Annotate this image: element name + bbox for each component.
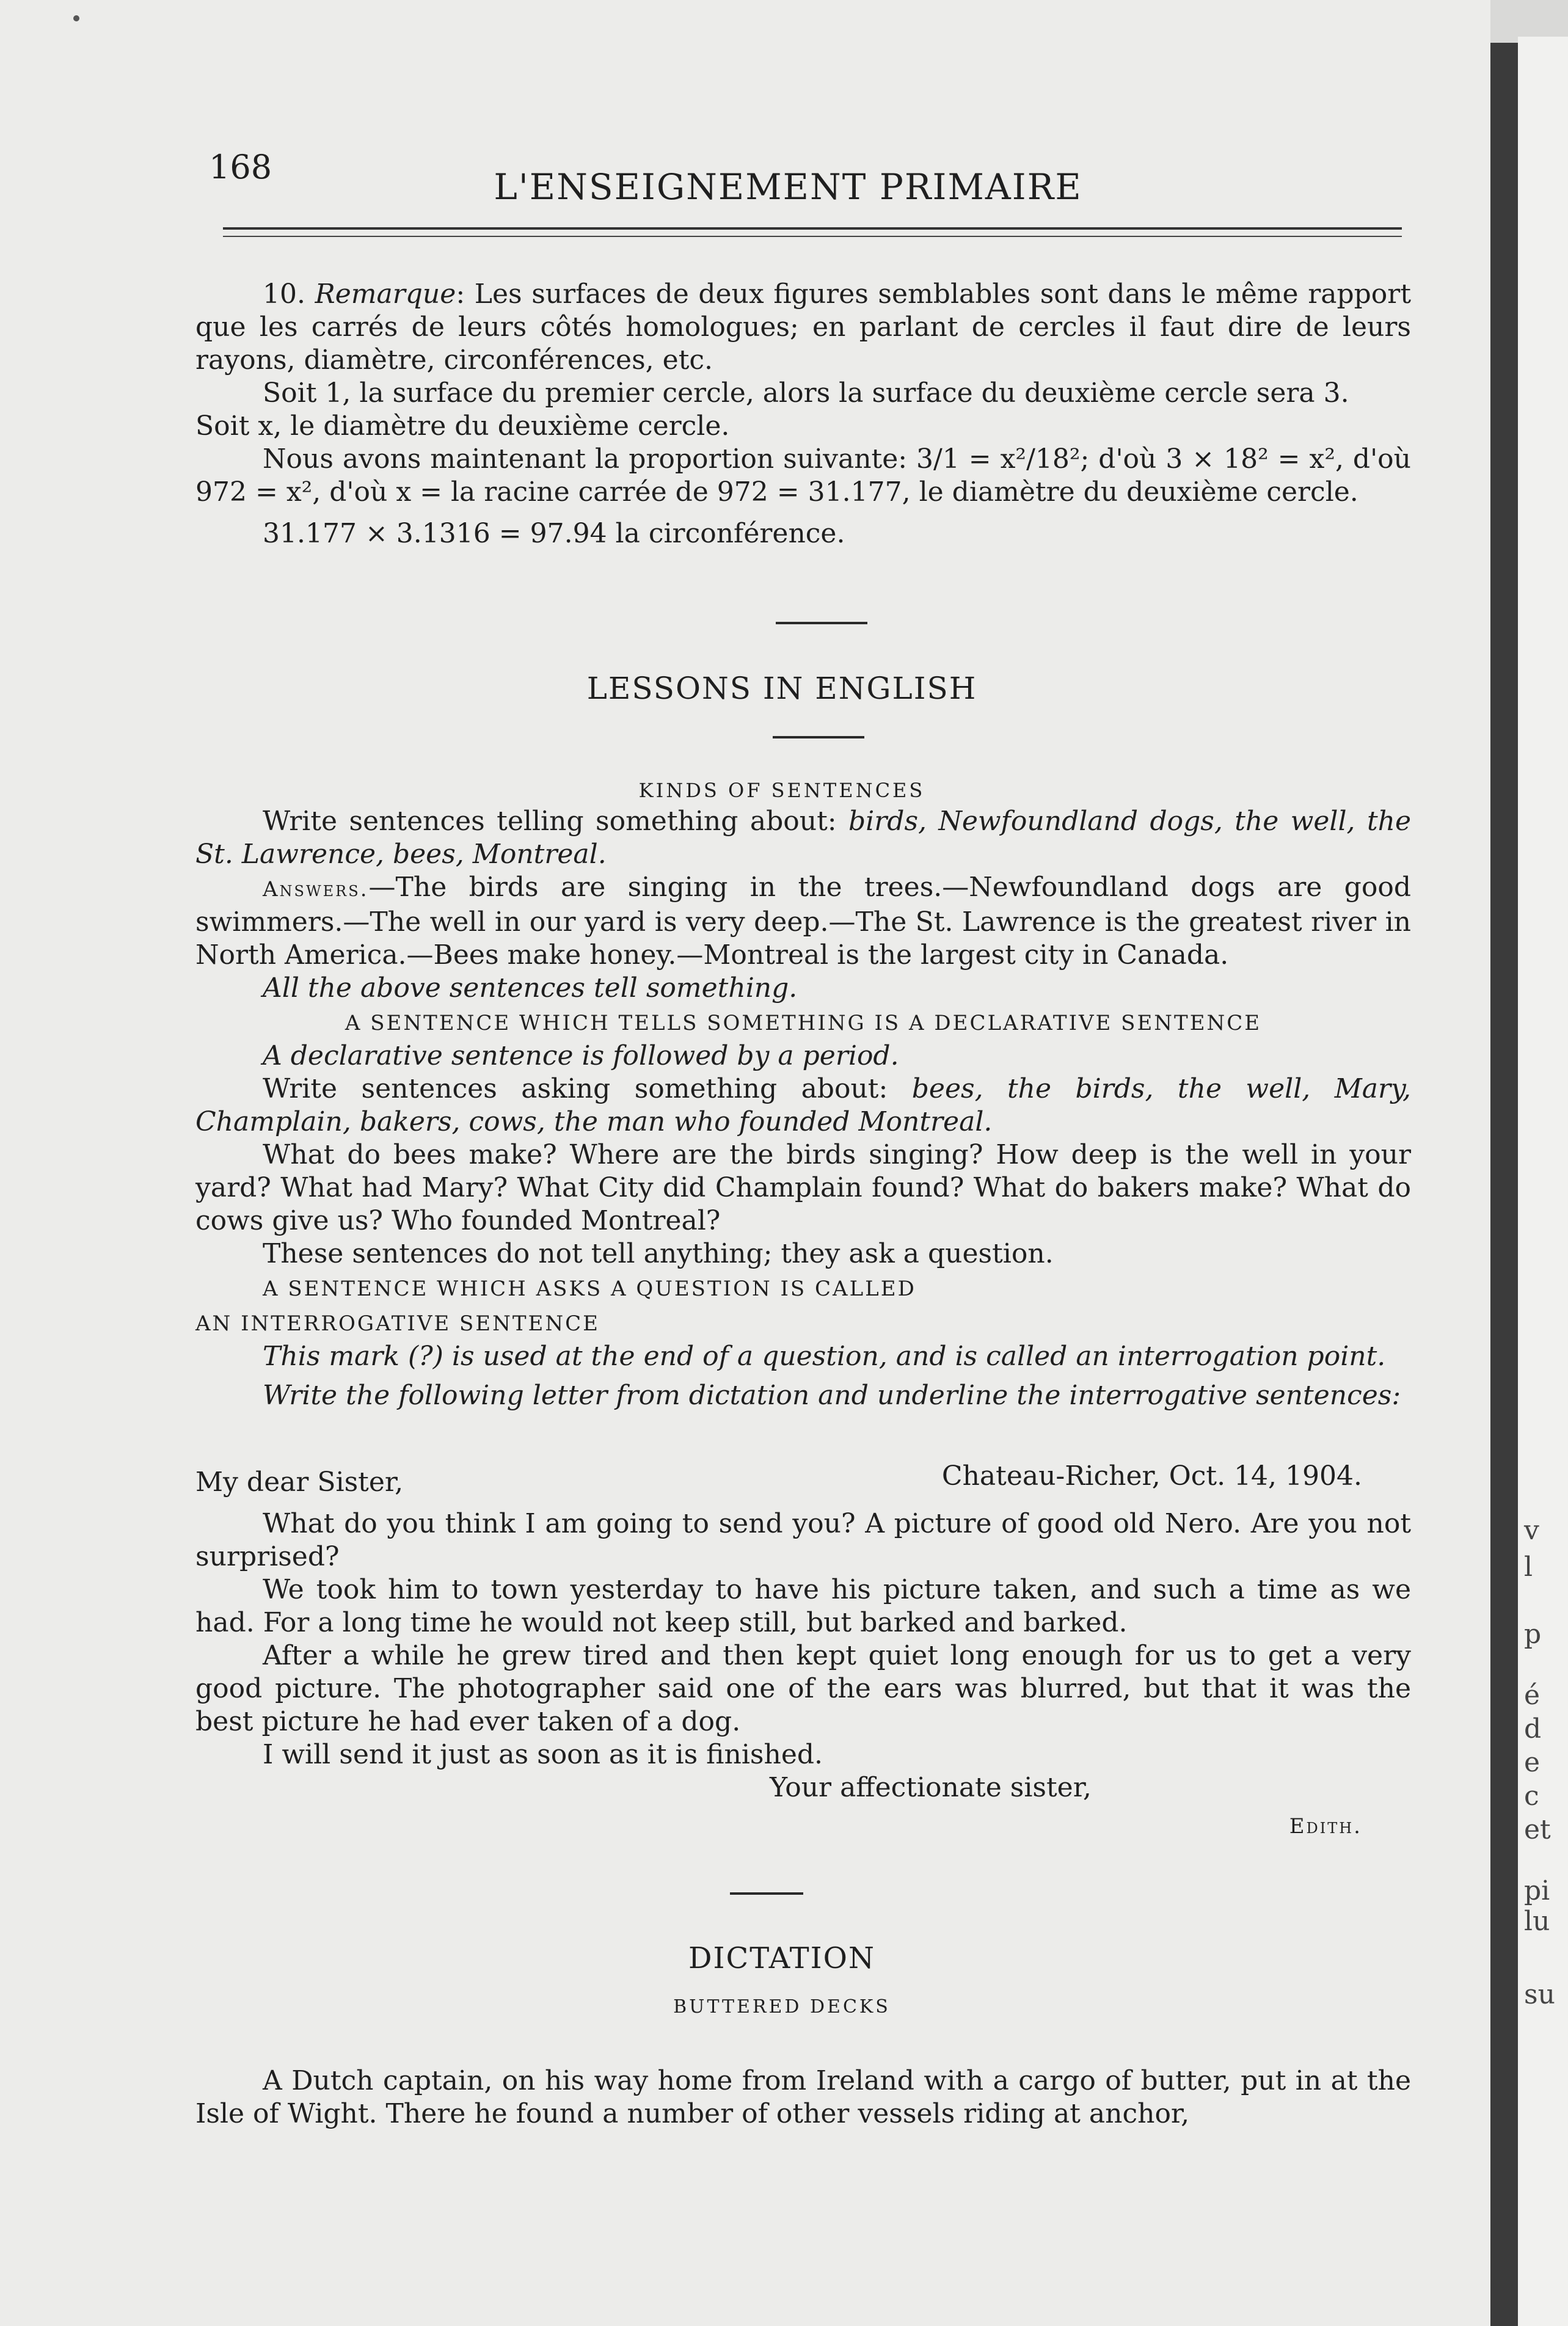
facing-page-fragment: é bbox=[1524, 1680, 1541, 1711]
lesson-paragraph: Write sentences asking something about: bees, the birds, the well, Mary, Champlain, bakers, cows, the man who founded Montreal. bbox=[195, 1073, 1412, 1137]
rule-caps: A SENTENCE WHICH ASKS A QUESTION IS CALLED bbox=[263, 1277, 916, 1301]
book-spine bbox=[1490, 43, 1518, 2326]
lessons-subheading: KINDS OF SENTENCES bbox=[638, 779, 925, 802]
facing-page-fragment: et bbox=[1524, 1814, 1551, 1845]
lesson-paragraph: Write sentences telling something about: birds, Newfoundland dogs, the well, the St. Lawrence, bees, Montreal. bbox=[195, 806, 1412, 870]
facing-page-fragment: lu bbox=[1524, 1906, 1550, 1937]
letter-signature: Edith. bbox=[1289, 1814, 1362, 1839]
math-paragraph: Soit 1, la surface du premier cercle, alors la surface du deuxième cercle sera 3. bbox=[263, 377, 1349, 409]
letter-paragraph: What do you think I am going to send you? A picture of good old Nero. Are you not surprised? bbox=[195, 1508, 1411, 1572]
rule-caps: AN INTERROGATIVE SENTENCE bbox=[195, 1311, 600, 1336]
facing-page-fragment: su bbox=[1524, 1979, 1555, 2010]
lesson-paragraph: Answers.—The birds are singing in the trees.—Newfoundland dogs are good swimmers.—The well in our yard is very deep.—The St. Lawrence is the greatest river in North America.—Bees make honey.—Montreal is the largest city in Canada. bbox=[195, 872, 1411, 971]
dictation-body bbox=[195, 2065, 1411, 2131]
lesson-paragraph: What do bees make? Where are the birds singing? How deep is the well in your yard? What had Mary? What City did Champlain found? What do bakers make? What do cows give us? Who founded Montreal? bbox=[195, 1139, 1411, 1236]
facing-page-edge bbox=[1518, 37, 1568, 2326]
lesson-paragraph: This mark (?) is used at the end of a question, and is called an interrogation point. bbox=[263, 1341, 1386, 1372]
math-section bbox=[195, 278, 1411, 550]
dictation-subheading: BUTTERED DECKS bbox=[673, 1996, 891, 2018]
letter-paragraph: I will send it just as soon as it is finished. bbox=[263, 1739, 823, 1770]
facing-page-fragment: c bbox=[1524, 1781, 1539, 1812]
salutation: My dear Sister, bbox=[195, 1467, 404, 1498]
facing-page-fragment: v bbox=[1524, 1515, 1539, 1546]
section-rule bbox=[773, 736, 864, 738]
running-header bbox=[0, 148, 1490, 208]
page-number: 168 bbox=[209, 148, 272, 186]
math-paragraph: Nous avons maintenant la proportion suivante: 3/1 = x²/18²; d'où 3 × 18² = x², d'où 972 = x², d'où x = la racine carrée de 972 = 31.177, le diamètre du deuxième cercle. bbox=[195, 443, 1411, 508]
letter bbox=[195, 1460, 1411, 1843]
facing-page-fragment: p bbox=[1524, 1619, 1542, 1650]
lessons-body bbox=[195, 805, 1411, 1412]
header-rule-thick bbox=[223, 227, 1402, 230]
lesson-paragraph: All the above sentences tell something. bbox=[263, 972, 798, 1004]
math-remark-paragraph: 10. Remarque: Les surfaces de deux figures semblables sont dans le même rapport que les carrés de leurs côtés homologues; en parlant de cercles il faut dire de leurs rayons, diamètre, circonférences, etc. bbox=[195, 279, 1411, 376]
place-date: Chateau-Richer, Oct. 14, 1904. bbox=[941, 1460, 1362, 1492]
section-rule bbox=[776, 622, 867, 624]
letter-closing: Your affectionate sister, bbox=[770, 1772, 1092, 1803]
section-rule bbox=[730, 1892, 803, 1895]
letter-heading-line bbox=[195, 1460, 1411, 1497]
header-rule-thin bbox=[223, 236, 1402, 237]
facing-page-fragment: e bbox=[1524, 1747, 1541, 1778]
running-title: L'ENSEIGNEMENT PRIMAIRE bbox=[494, 166, 1082, 208]
letter-paragraph: After a while he grew tired and then kept quiet long enough for us to get a very good picture. The photographer said one of the ears was blurred, but that it was the best picture he had ever taken of a dog. bbox=[195, 1640, 1411, 1737]
speck bbox=[73, 15, 79, 21]
facing-page-fragment: l bbox=[1524, 1551, 1533, 1583]
lessons-heading: LESSONS IN ENGLISH bbox=[586, 671, 977, 706]
dictation-heading: DICTATION bbox=[688, 1941, 875, 1975]
math-paragraph: Soit x, le diamètre du deuxième cercle. bbox=[195, 410, 730, 442]
rule-caps: A SENTENCE WHICH TELLS SOMETHING IS A DECLARATIVE SENTENCE bbox=[345, 1011, 1262, 1035]
lesson-paragraph: Write the following letter from dictation and underline the interrogative sentences: bbox=[263, 1380, 1401, 1411]
lesson-paragraph: These sentences do not tell anything; they ask a question. bbox=[263, 1238, 1054, 1269]
lesson-paragraph: A declarative sentence is followed by a period. bbox=[263, 1040, 899, 1071]
math-result: 31.177 × 3.1316 = 97.94 la circonférence. bbox=[263, 518, 845, 549]
letter-paragraph: We took him to town yesterday to have his picture taken, and such a time as we had. For a long time he would not keep still, but barked and barked. bbox=[195, 1574, 1411, 1638]
facing-page-fragment: d bbox=[1524, 1713, 1542, 1745]
facing-page-fragment: pi bbox=[1524, 1875, 1550, 1906]
dictation-paragraph: A Dutch captain, on his way home from Ireland with a cargo of butter, put in at the Isle of Wight. There he found a number of other vessels riding at anchor, bbox=[195, 2065, 1411, 2129]
